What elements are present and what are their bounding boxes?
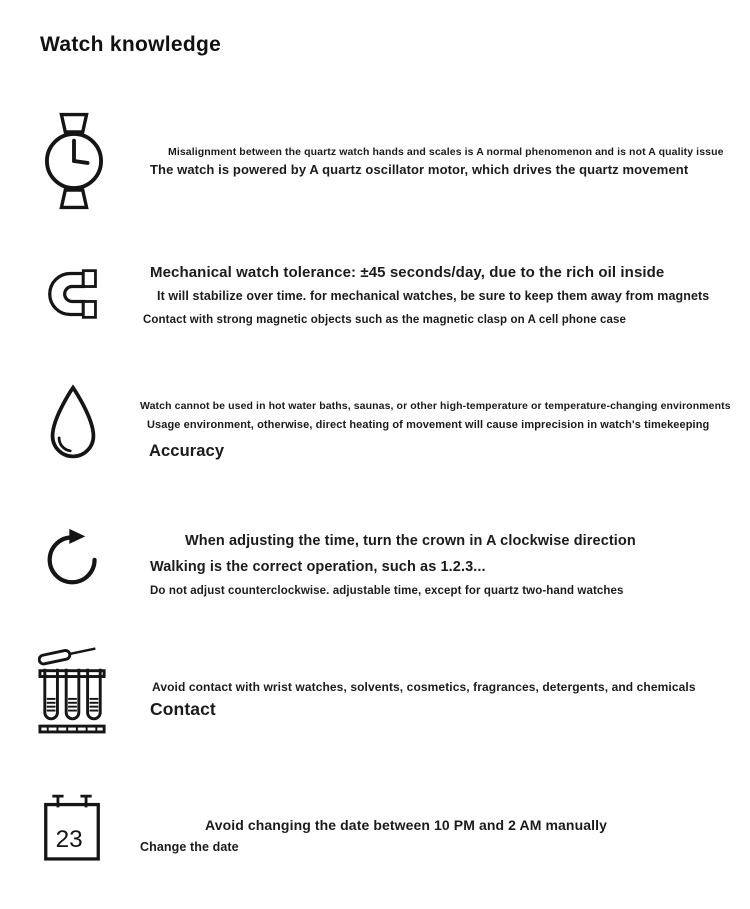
section-text: Mechanical watch tolerance: ±45 seconds/day, due to the rich oil inside xyxy=(150,264,665,281)
section-text: Usage environment, otherwise, direct heating of movement will cause imprecision in watch's timekeeping xyxy=(147,419,710,431)
section-text: Avoid changing the date between 10 PM and 2 AM manually xyxy=(205,817,607,833)
section-text: Watch cannot be used in hot water baths, saunas, or other high-temperature or temperature-changing environments xyxy=(140,400,731,412)
water-drop-icon xyxy=(47,383,99,463)
section-text: It will stabilize over time. for mechanical watches, be sure to keep them away from magnets xyxy=(157,289,710,303)
section-text: The watch is powered by A quartz oscillator motor, which drives the quartz movement xyxy=(150,162,689,177)
section-text: Contact with strong magnetic objects such as the magnetic clasp on A cell phone case xyxy=(143,314,626,326)
section-heading: Accuracy xyxy=(149,442,225,460)
magnet-icon xyxy=(46,266,102,322)
page-title: Watch knowledge xyxy=(40,33,222,56)
wristwatch-icon xyxy=(45,112,103,210)
calendar-icon xyxy=(42,791,102,865)
section-text: Avoid contact with wrist watches, solvents, cosmetics, fragrances, detergents, and chemicals xyxy=(152,680,696,694)
section-text: Misalignment between the quartz watch hands and scales is A normal phenomenon and is not A quality issue xyxy=(168,146,724,158)
section-heading: Contact xyxy=(150,699,216,719)
section-text: Do not adjust counterclockwise. adjustable time, except for quartz two-hand watches xyxy=(150,585,624,597)
calendar-day-number: 23 xyxy=(55,825,83,853)
section-text: Walking is the correct operation, such as 1.2.3... xyxy=(150,559,486,575)
section-text: Change the date xyxy=(140,840,239,854)
section-text: When adjusting the time, turn the crown in A clockwise direction xyxy=(185,533,636,549)
test-tubes-icon xyxy=(38,644,108,746)
clockwise-arrow-icon xyxy=(45,527,103,587)
